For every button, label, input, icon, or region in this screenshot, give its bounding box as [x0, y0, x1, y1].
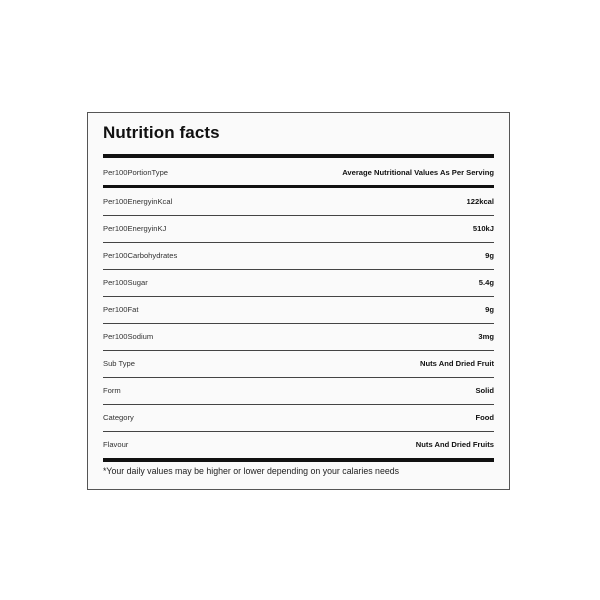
row-value: 5.4g: [478, 278, 494, 287]
table-row: [103, 269, 494, 297]
header-row-value: Average Nutritional Values As Per Serving: [342, 168, 494, 177]
table-row: [103, 350, 494, 378]
row-value: 3mg: [478, 332, 494, 341]
nutrition-facts-panel: [87, 112, 510, 490]
page-title: Nutrition facts: [103, 123, 220, 142]
table-row: [103, 296, 494, 324]
row-label: Flavour: [103, 440, 129, 449]
row-value: Nuts And Dried Fruits: [415, 440, 494, 449]
row-label: Per100EnergyinKJ: [103, 224, 167, 233]
row-value: Solid: [475, 386, 494, 395]
bottom-thick-divider: [103, 458, 494, 462]
row-label: Per100Carbohydrates: [103, 251, 178, 260]
row-value: 9g: [485, 305, 494, 314]
table-row: [103, 323, 494, 351]
row-label: Per100Sodium: [103, 332, 154, 341]
table-row: [103, 242, 494, 270]
table-row: [103, 188, 494, 216]
row-label: Category: [103, 413, 134, 422]
header-row-label: Per100PortionType: [103, 168, 169, 177]
row-value: Food: [475, 413, 494, 422]
table-row: [103, 377, 494, 405]
row-value: 510kJ: [472, 224, 494, 233]
row-label: Per100Fat: [103, 305, 139, 314]
footnote: *Your daily values may be higher or lower depending on your calaries needs: [103, 466, 400, 476]
table-row: [103, 215, 494, 243]
row-label: Per100Sugar: [103, 278, 148, 287]
row-label: Sub Type: [103, 359, 135, 368]
row-value: 9g: [485, 251, 494, 260]
table-row: [103, 404, 494, 432]
table-row: [103, 431, 494, 458]
row-value: Nuts And Dried Fruit: [420, 359, 494, 368]
header-row: [103, 159, 494, 186]
row-label: Per100EnergyinKcal: [103, 197, 173, 206]
row-label: Form: [103, 386, 121, 395]
top-thick-divider: [103, 154, 494, 158]
row-value: 122kcal: [466, 197, 494, 206]
